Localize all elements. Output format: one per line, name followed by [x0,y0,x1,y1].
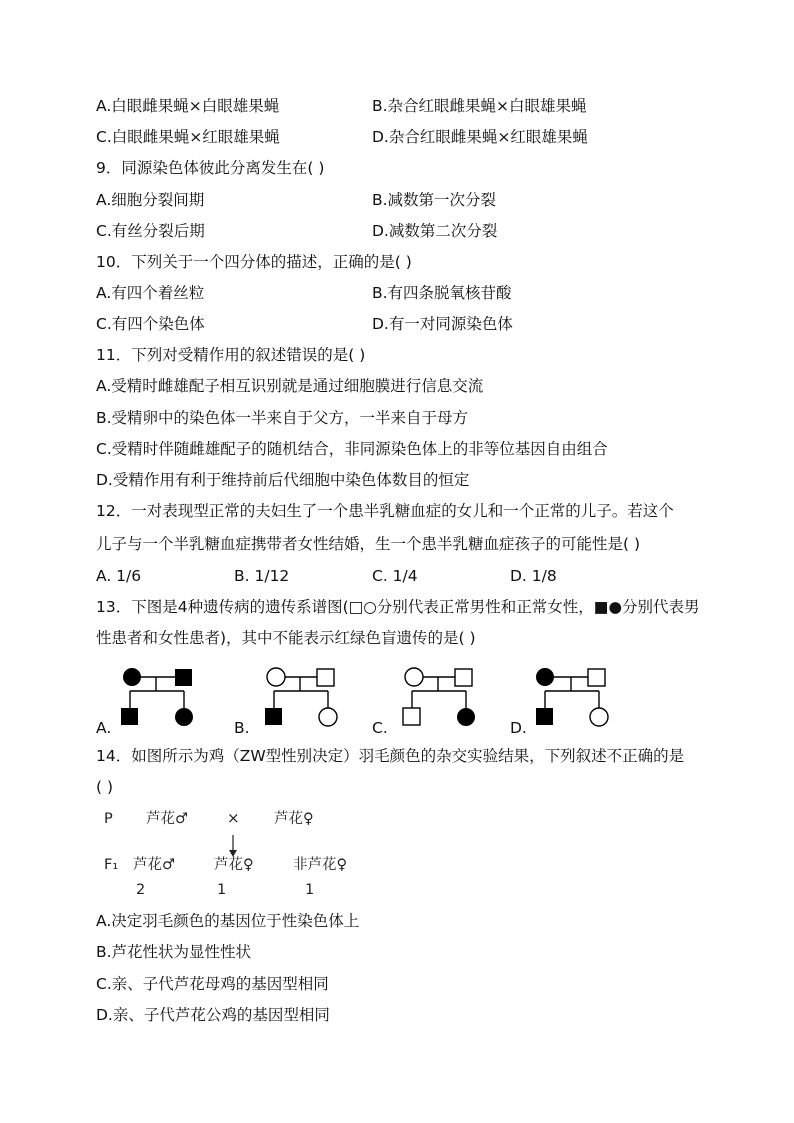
f1-item-1: 芦花♂ [133,857,175,873]
q10-option-b: B.有四条脱氧核苷酸 [372,284,512,302]
male-normal-symbol [403,708,420,725]
q11-option-a: A.受精时雌雄配子相互识别就是通过细胞膜进行信息交流 [96,377,484,395]
q13-label-a: A. [96,719,112,737]
male-affected-symbol [265,708,282,725]
q9-option-c: C.有丝分裂后期 [96,222,205,240]
q12-option-d: D. 1/8 [510,567,557,585]
female-normal-symbol [319,708,337,726]
q12-stem-line1: 12．一对表现型正常的夫妇生了一个患半乳糖血症的女儿和一个正常的儿子。若这个 [96,502,674,520]
p-male-label: 芦花♂ [146,811,188,827]
q10-option-a: A.有四个着丝粒 [96,284,205,302]
q12-option-b: B. 1/12 [234,567,290,585]
q8-option-c: C.白眼雌果蝇×红眼雄果蝇 [96,128,280,146]
f1-count-1: 2 [136,882,146,898]
q10-stem: 10．下列关于一个四分体的描述，正确的是( ) [96,253,412,271]
male-affected-symbol [121,708,138,725]
male-affected-symbol [175,669,192,686]
male-affected-symbol [536,708,553,725]
cross-arrow-head [229,850,237,857]
cross-symbol: × [227,809,240,827]
q13-stem-line2: 性患者和女性患者)，其中不能表示红绿色盲遗传的是( ) [96,629,476,647]
q12-stem-line2: 儿子与一个半乳糖血症携带者女性结婚，生一个患半乳糖血症孩子的可能性是( ) [96,535,641,553]
cross-diagram [96,802,396,902]
male-normal-symbol [588,669,605,686]
male-normal-symbol [455,669,472,686]
p-female-label: 芦花♀ [274,811,314,827]
pedigree-c [392,660,492,730]
q13-label-c: C. [372,719,388,737]
q14-option-d: D.亲、子代芦花公鸡的基因型相同 [96,1006,330,1024]
q14-stem-line1: 14．如图所示为鸡（ZW型性别决定）羽毛颜色的杂交实验结果，下列叙述不正确的是 [96,747,685,765]
female-normal-symbol [405,668,423,686]
q14-option-a: A.决定羽毛颜色的基因位于性染色体上 [96,912,360,930]
f1-item-2: 芦花♀ [214,857,254,873]
f1-generation-label: F₁ [104,857,119,873]
female-affected-symbol [457,708,475,726]
q13-label-b: B. [234,719,250,737]
q9-option-d: D.减数第二次分裂 [372,222,498,240]
q12-option-a: A. 1/6 [96,567,142,585]
q11-option-b: B.受精卵中的染色体一半来自于父方，一半来自于母方 [96,409,469,427]
pedigree-a [110,660,210,730]
f1-count-3: 1 [305,882,315,898]
q8-option-d: D.杂合红眼雌果蝇×红眼雄果蝇 [372,128,588,146]
f1-count-2: 1 [217,882,227,898]
q9-option-b: B.减数第一次分裂 [372,191,497,209]
q10-option-d: D.有一对同源染色体 [372,315,513,333]
q12-option-c: C. 1/4 [372,567,418,585]
q9-option-a: A.细胞分裂间期 [96,191,205,209]
q13-stem-line1: 13．下图是4种遗传病的遗传系谱图(□○分别代表正常男性和正常女性，■●分别代表男 [96,598,700,616]
female-affected-symbol [536,668,554,686]
q13-label-d: D. [510,719,527,737]
q14-option-c: C.亲、子代芦花母鸡的基因型相同 [96,975,329,993]
q11-stem: 11．下列对受精作用的叙述错误的是( ) [96,346,366,364]
male-normal-symbol [317,669,334,686]
q8-option-b: B.杂合红眼雌果蝇×白眼雄果蝇 [372,97,587,115]
female-affected-symbol [123,668,141,686]
female-normal-symbol [267,668,285,686]
pedigree-d [525,660,625,730]
q10-option-c: C.有四个染色体 [96,315,205,333]
q8-option-a: A.白眼雌果蝇×白眼雄果蝇 [96,97,280,115]
p-generation-label: P [104,811,113,827]
q14-stem-line2: ( ) [96,778,114,796]
q9-stem: 9．同源染色体彼此分离发生在( ) [96,159,325,177]
f1-item-3: 非芦花♀ [293,857,348,873]
female-normal-symbol [590,708,608,726]
q14-option-b: B.芦花性状为显性性状 [96,943,252,961]
q11-option-d: D.受精作用有利于维持前后代细胞中染色体数目的恒定 [96,471,470,489]
q11-option-c: C.受精时伴随雌雄配子的随机结合，非同源染色体上的非等位基因自由组合 [96,440,608,458]
female-affected-symbol [175,708,193,726]
pedigree-b [254,660,354,730]
